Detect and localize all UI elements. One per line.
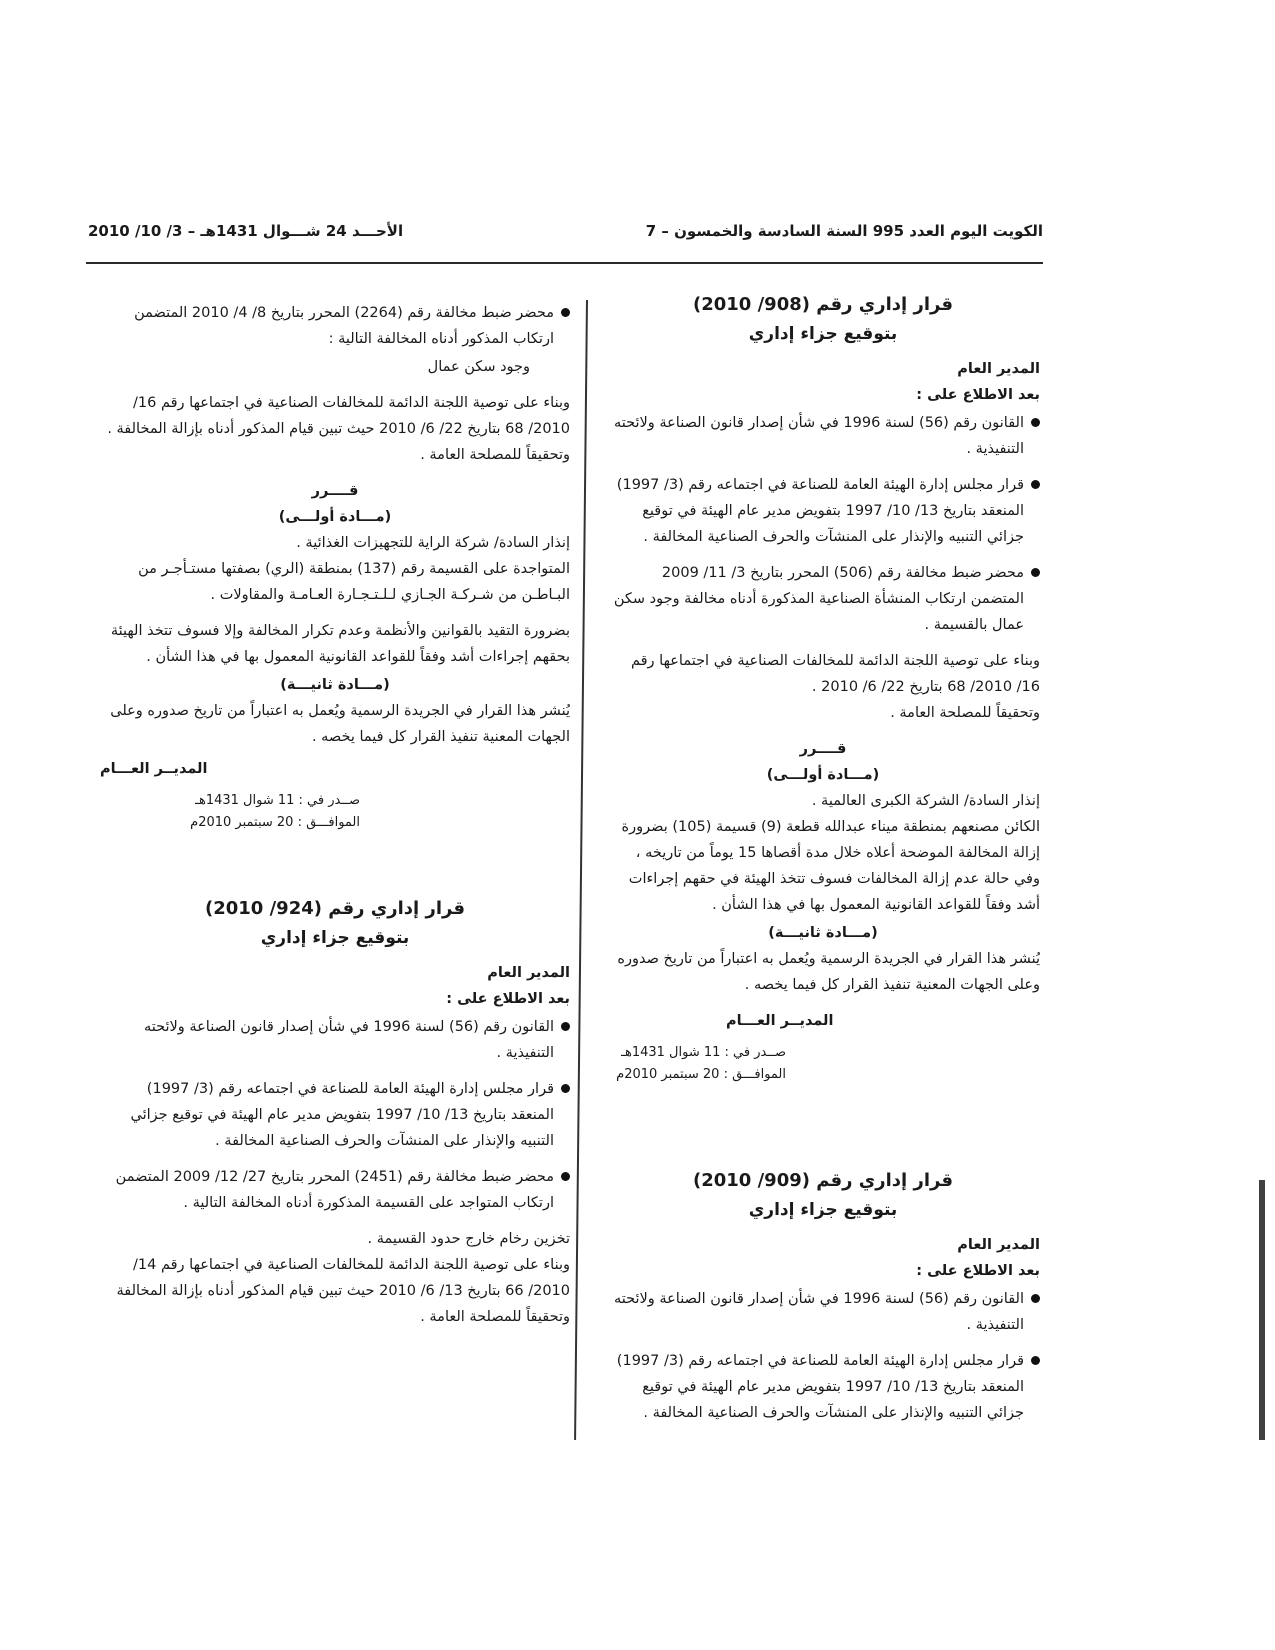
article-2-label: (مـــادة ثانيـــة) — [280, 677, 390, 693]
spacer — [606, 1086, 1040, 1166]
decision-subtitle: بتوقيع جزاء إداري — [748, 1200, 898, 1220]
scan-edge-mark — [1259, 1180, 1265, 1440]
issue-dates — [180, 790, 360, 834]
decision-title: قرار إداري رقم (908/ 2010) — [692, 294, 953, 315]
decision-908 — [606, 290, 1040, 1086]
general-manager-label: المدير العام — [957, 361, 1040, 377]
bullet-text: القانون رقم (56) لسنة 1996 في شأن إصدار قانون الصناعة ولائحته التنفيذية . — [613, 1291, 1024, 1333]
bullet-icon — [1031, 568, 1040, 577]
public-interest-text: وتحقيقاً للمصلحة العامة . — [420, 1309, 570, 1325]
column-divider — [574, 300, 588, 1440]
decision-subtitle: بتوقيع جزاء إداري — [260, 928, 410, 948]
issued-date: صــدر في : 11 شوال 1431هـ — [195, 793, 360, 808]
issue-dates — [606, 1042, 786, 1086]
article-2-label: (مـــادة ثانيـــة) — [768, 925, 878, 941]
public-interest-text: وتحقيقاً للمصلحة العامة . — [420, 447, 570, 463]
warning-text: إنذار السادة/ شركة الراية للتجهيزات الغذائية . — [296, 535, 570, 551]
decision-909 — [606, 1166, 1040, 1426]
bullet-item — [100, 1164, 570, 1216]
left-column — [100, 300, 570, 1450]
bullet-item — [606, 1286, 1040, 1338]
violation-text: وجود سكن عمال — [427, 359, 530, 375]
article-1-text: المتواجدة على القسيمة رقم (137) بمنطقة (الري) بصفتها مستـأجـر من البـاطـن من شـركـة الجـازي لـلـتـجـارة العـامـة والمقاولات . — [138, 561, 570, 603]
header-date: الأحـــد 24 شـــوال 1431هـ – 3/ 10/ 2010 — [88, 222, 404, 240]
bullet-text: قرار مجلس إدارة الهيئة العامة للصناعة في اجتماعه رقم (3/ 1997) المنعقد بتاريخ 13/ 10/ 1997 بتفويض مدير عام الهيئة في توقيع جزائي التنبيه والإنذار على المنشآت والحرف الصناعية المخالفة . — [616, 1353, 1024, 1421]
bullet-item — [606, 410, 1040, 462]
corresponding-date: الموافـــق : 20 سبتمبر 2010م — [616, 1067, 786, 1082]
after-review-label: بعد الاطلاع على : — [916, 1263, 1040, 1279]
bullet-icon — [1031, 1356, 1040, 1365]
decided-heading: قــــرر — [799, 741, 847, 757]
general-manager-label: المدير العام — [487, 965, 570, 981]
corresponding-date: الموافـــق : 20 سبتمبر 2010م — [190, 815, 360, 830]
decided-heading: قــــرر — [311, 483, 359, 499]
bullet-item — [100, 1076, 570, 1154]
bullet-text: محضر ضبط مخالفة رقم (2264) المحرر بتاريخ 8/ 4/ 2010 المتضمن ارتكاب المذكور أدناه المخالفة التالية : — [134, 305, 554, 347]
after-review-label: بعد الاطلاع على : — [916, 387, 1040, 403]
bullet-item — [606, 560, 1040, 638]
bullet-icon — [561, 1084, 570, 1093]
decision-title: قرار إداري رقم (909/ 2010) — [692, 1170, 953, 1191]
article-2-text: يُنشر هذا القرار في الجريدة الرسمية ويُعمل به اعتباراً من تاريخ صدوره وعلى الجهات المعنية تنفيذ القرار كل فيما يخصه . — [110, 703, 570, 745]
article-1-text-2: بضرورة التقيد بالقوانين والأنظمة وعدم تكرار المخالفة وإلا فسوف تتخذ الهيئة بحقهم إجراءات أشد وفقاً للقواعد القانونية المعمول بها في هذا الشأن . — [110, 623, 570, 665]
recommendation-text: وبناء على توصية اللجنة الدائمة للمخالفات الصناعية في اجتماعها رقم 16/ 2010/ 68 بتاريخ 22/ 6/ 2010 حيث تبين قيام المذكور أدناه بإزالة المخالفة . — [107, 395, 570, 437]
issued-date: صــدر في : 11 شوال 1431هـ — [621, 1045, 786, 1060]
signature: المديــر العـــام — [726, 1013, 834, 1029]
bullet-item — [606, 1348, 1040, 1426]
bullet-text: قرار مجلس إدارة الهيئة العامة للصناعة في اجتماعه رقم (3/ 1997) المنعقد بتاريخ 13/ 10/ 1997 بتفويض مدير عام الهيئة في توقيع جزائي التنبيه والإنذار على المنشآت والحرف الصناعية المخالفة . — [130, 1081, 554, 1149]
header-divider — [86, 262, 1043, 264]
after-review-label: بعد الاطلاع على : — [446, 991, 570, 1007]
bullet-icon — [561, 1172, 570, 1181]
warning-text: إنذار السادة/ الشركة الكبرى العالمية . — [811, 793, 1040, 809]
bullet-icon — [561, 308, 570, 317]
bullet-item — [606, 472, 1040, 550]
public-interest-text: وتحقيقاً للمصلحة العامة . — [890, 705, 1040, 721]
bullet-icon — [1031, 480, 1040, 489]
recommendation-text: وبناء على توصية اللجنة الدائمة للمخالفات الصناعية في اجتماعها رقم 14/ 2010/ 66 بتاريخ 13/ 6/ 2010 حيث تبين قيام المذكور أدناه بإزالة المخالفة — [116, 1257, 570, 1299]
bullet-icon — [1031, 418, 1040, 427]
bullet-icon — [561, 1022, 570, 1031]
violation-text: تخزين رخام خارج حدود القسيمة . — [367, 1231, 570, 1247]
article-1-text: الكائن مصنعهم بمنطقة ميناء عبدالله قطعة (9) قسيمة (105) بضرورة إزالة المخالفة الموضحة أعلاه خلال مدة أقصاها 15 يوماً من تاريخه ، وفي حالة عدم إزالة المخالفات فسوف تتخذ الهيئة في حقهم إجراءات أشد وفقاً للقواعد القانونية المعمول بها في هذا الشأن . — [621, 819, 1040, 913]
bullet-text: محضر ضبط مخالفة رقم (506) المحرر بتاريخ 3/ 11/ 2009 المتضمن ارتكاب المنشأة الصناعية المذكورة أدناه مخالفة وجود سكن عمال بالقسيمة . — [613, 565, 1024, 633]
bullet-item — [100, 300, 570, 352]
article-2-text: يُنشر هذا القرار في الجريدة الرسمية ويُعمل به اعتباراً من تاريخ صدوره وعلى الجهات المعنية تنفيذ القرار كل فيما يخصه . — [617, 951, 1040, 993]
bullet-text: القانون رقم (56) لسنة 1996 في شأن إصدار قانون الصناعة ولائحته التنفيذية . — [613, 415, 1024, 457]
bullet-text: محضر ضبط مخالفة رقم (2451) المحرر بتاريخ 27/ 12/ 2009 المتضمن ارتكاب المتواجد على القسيمة المذكورة أدناه المخالفة التالية . — [115, 1169, 554, 1211]
bullet-item — [100, 1014, 570, 1066]
spacer — [100, 834, 570, 894]
decision-924 — [100, 894, 570, 1330]
general-manager-label: المدير العام — [957, 1237, 1040, 1253]
header-issue-info: الكويت اليوم العدد 995 السنة السادسة والخمسون – 7 — [645, 222, 1043, 240]
bullet-text: قرار مجلس إدارة الهيئة العامة للصناعة في اجتماعه رقم (3/ 1997) المنعقد بتاريخ 13/ 10/ 1997 بتفويض مدير عام الهيئة في توقيع جزائي التنبيه والإنذار على المنشآت والحرف الصناعية المخالفة . — [616, 477, 1024, 545]
right-column — [606, 290, 1040, 1440]
bullet-icon — [1031, 1294, 1040, 1303]
recommendation-text: وبناء على توصية اللجنة الدائمة للمخالفات الصناعية في اجتماعها رقم 16/ 2010/ 68 بتاريخ 22/ 6/ 2010 . — [630, 653, 1040, 695]
bullet-text: القانون رقم (56) لسنة 1996 في شأن إصدار قانون الصناعة ولائحته التنفيذية . — [143, 1019, 554, 1061]
decision-continuation — [100, 300, 570, 834]
article-1-label: (مـــادة أولـــى) — [766, 767, 880, 783]
decision-title: قرار إداري رقم (924/ 2010) — [204, 898, 465, 919]
article-1-label: (مـــادة أولـــى) — [278, 509, 392, 525]
signature: المديــر العـــام — [100, 761, 208, 777]
decision-subtitle: بتوقيع جزاء إداري — [748, 324, 898, 344]
